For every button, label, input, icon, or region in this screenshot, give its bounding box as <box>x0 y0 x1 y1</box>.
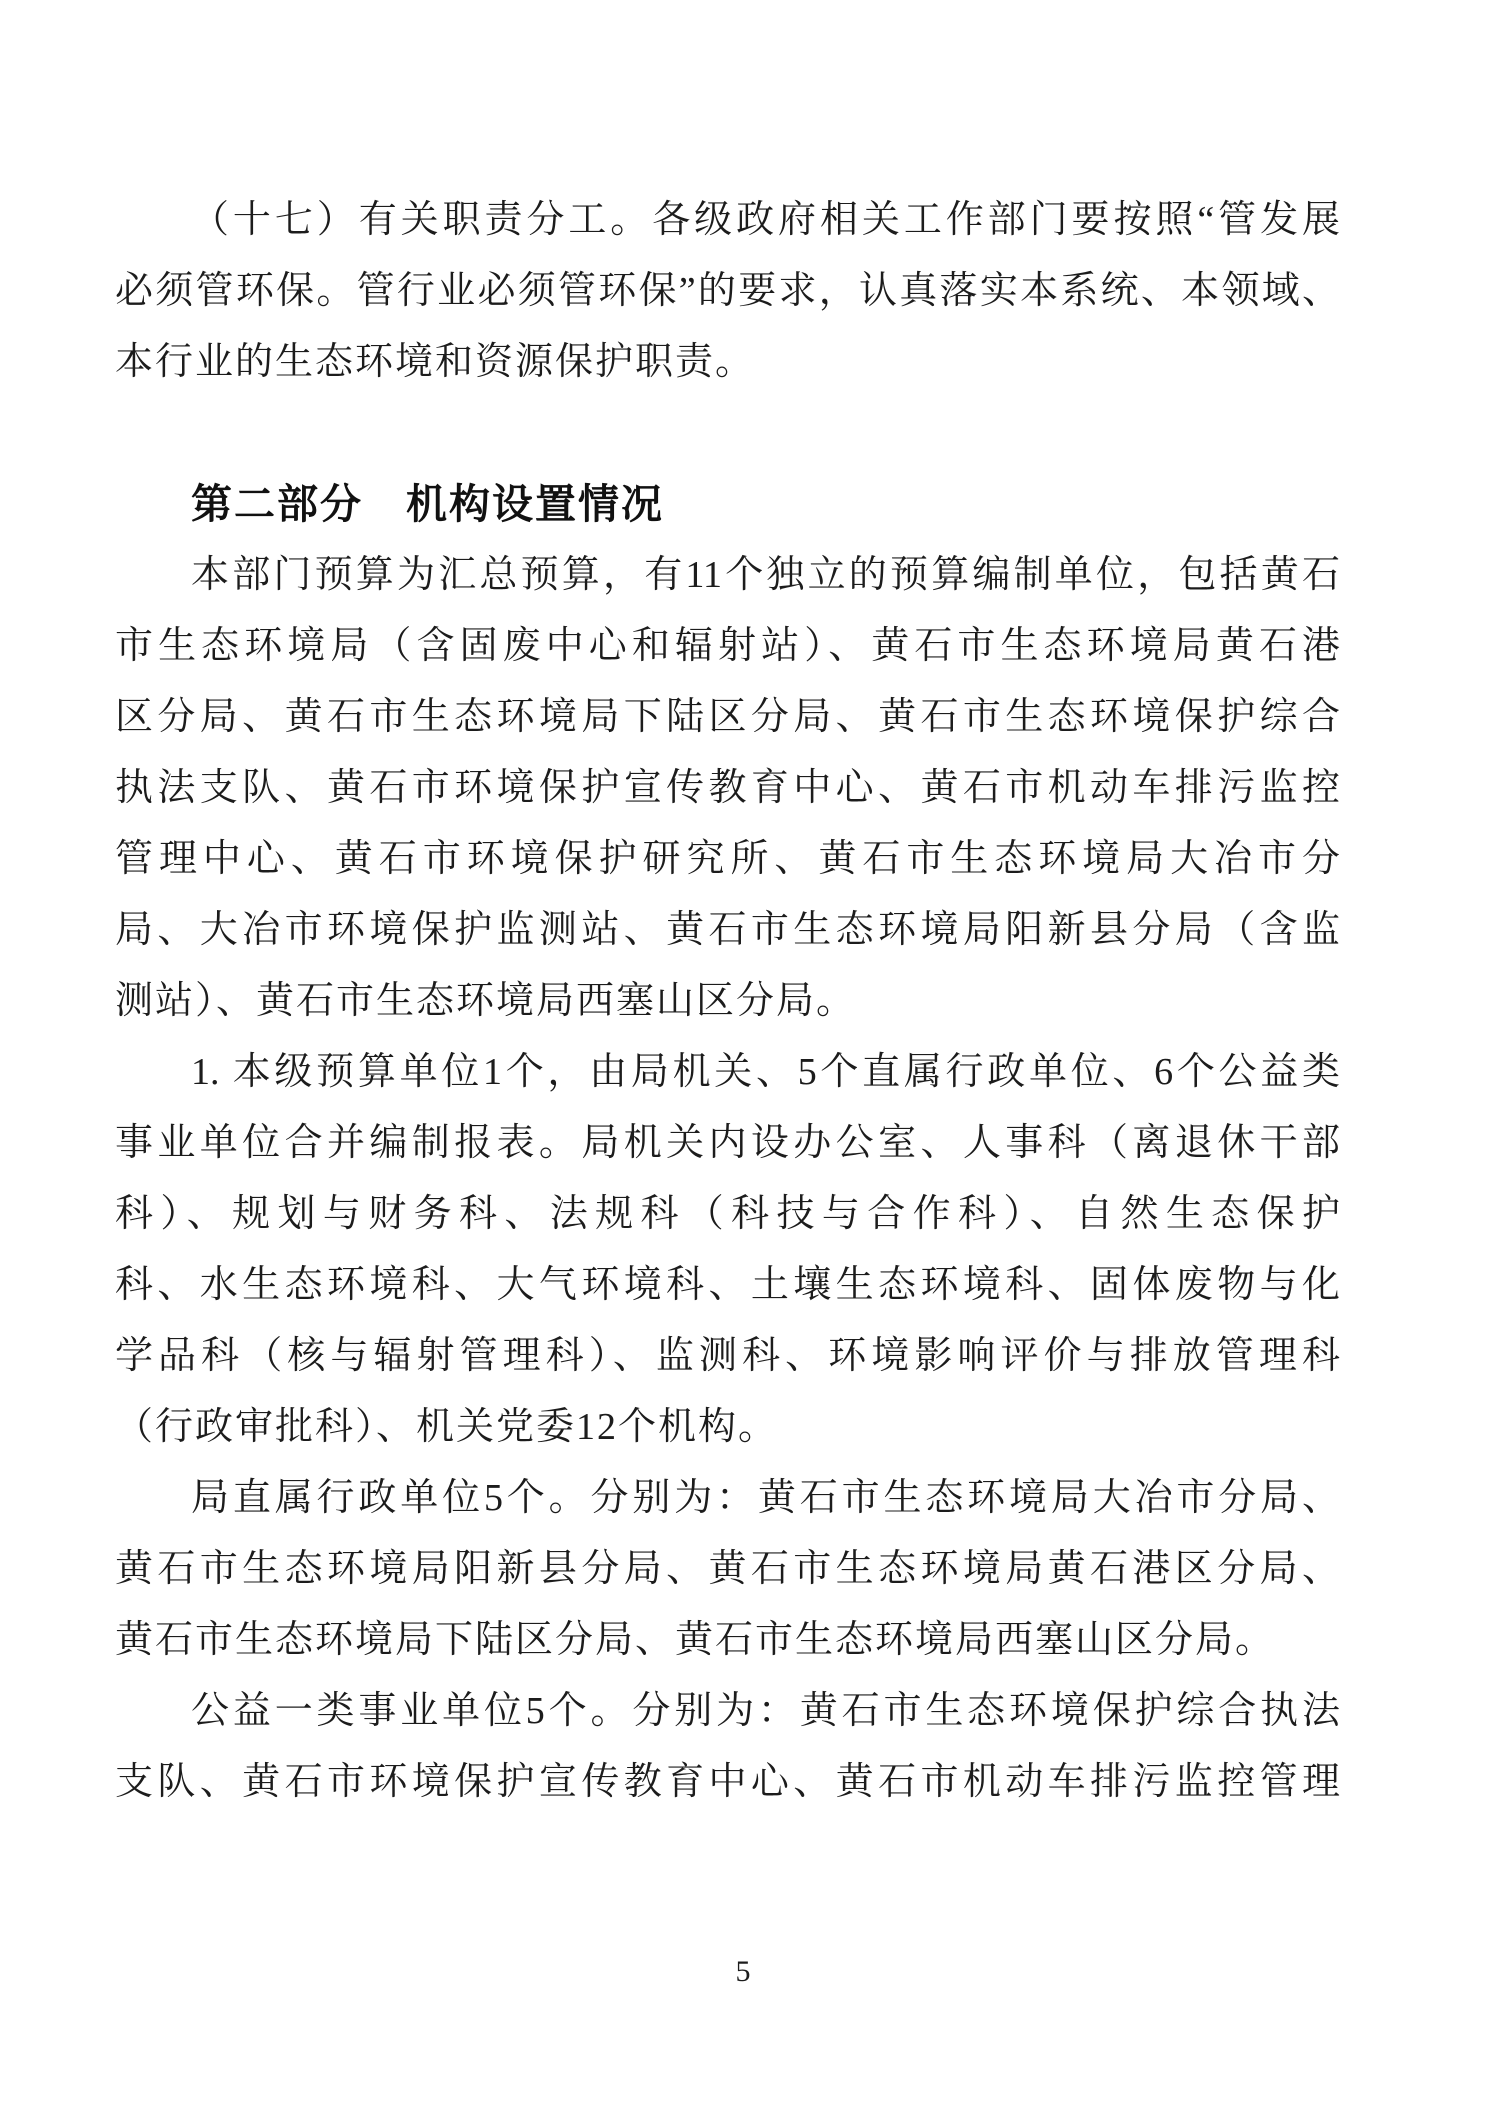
body-line: 黄石市生态环境局下陆区分局、黄石市生态环境局西塞山区分局。 <box>115 1619 1276 1661</box>
paragraph-admin-units <box>115 1463 1340 1676</box>
body-line: 学品科（核与辐射管理科）、监测科、环境影响评价与排放管理科 <box>115 1335 1340 1377</box>
body-line: 1. 本级预算单位1个，由局机关、5个直属行政单位、6个公益类 <box>191 1051 1340 1093</box>
body-line: 支队、黄石市环境保护宣传教育中心、黄石市机动车排污监控管理 <box>115 1761 1340 1803</box>
body-line: 本行业的生态环境和资源保护职责。 <box>115 341 756 383</box>
body-line: 黄石市生态环境局阳新县分局、黄石市生态环境局黄石港区分局、 <box>115 1548 1340 1590</box>
body-line: （行政审批科）、机关党委12个机构。 <box>115 1406 779 1448</box>
body-line: 科）、规划与财务科、法规科（科技与合作科）、自然生态保护 <box>115 1193 1340 1235</box>
body-line: 市生态环境局（含固废中心和辐射站）、黄石市生态环境局黄石港 <box>115 625 1340 667</box>
document-body <box>115 185 1340 1818</box>
body-line: 执法支队、黄石市环境保护宣传教育中心、黄石市机动车排污监控 <box>115 767 1340 809</box>
body-line: 局直属行政单位5个。分别为：黄石市生态环境局大冶市分局、 <box>191 1477 1340 1519</box>
body-line: 测站）、黄石市生态环境局西塞山区分局。 <box>115 980 857 1022</box>
paragraph-budget-units <box>115 540 1340 1037</box>
body-line: 公益一类事业单位5个。分别为：黄石市生态环境保护综合执法 <box>191 1690 1340 1732</box>
page-number: 5 <box>735 1955 751 1988</box>
body-line: 科、水生态环境科、大气环境科、土壤生态环境科、固体废物与化 <box>115 1264 1340 1306</box>
body-line: 区分局、黄石市生态环境局下陆区分局、黄石市生态环境保护综合 <box>115 696 1340 738</box>
body-line: （十七）有关职责分工。各级政府相关工作部门要按照“管发展 <box>191 199 1340 241</box>
paragraph-public-welfare-units <box>115 1676 1340 1818</box>
body-line: 必须管环保。管行业必须管环保”的要求，认真落实本系统、本领域、 <box>115 270 1340 312</box>
body-line: 管理中心、黄石市环境保护研究所、黄石市生态环境局大冶市分 <box>115 838 1340 880</box>
section-heading: 第二部分 机构设置情况 <box>191 481 664 527</box>
body-line: 事业单位合并编制报表。局机关内设办公室、人事科（离退休干部 <box>115 1122 1340 1164</box>
body-line: 本部门预算为汇总预算，有11个独立的预算编制单位，包括黄石 <box>191 554 1340 596</box>
paragraph-responsibilities <box>115 185 1340 398</box>
paragraph-internal-orgs <box>115 1037 1340 1463</box>
page-footer <box>0 1950 1486 1994</box>
body-line: 局、大冶市环境保护监测站、黄石市生态环境局阳新县分局（含监 <box>115 909 1340 951</box>
